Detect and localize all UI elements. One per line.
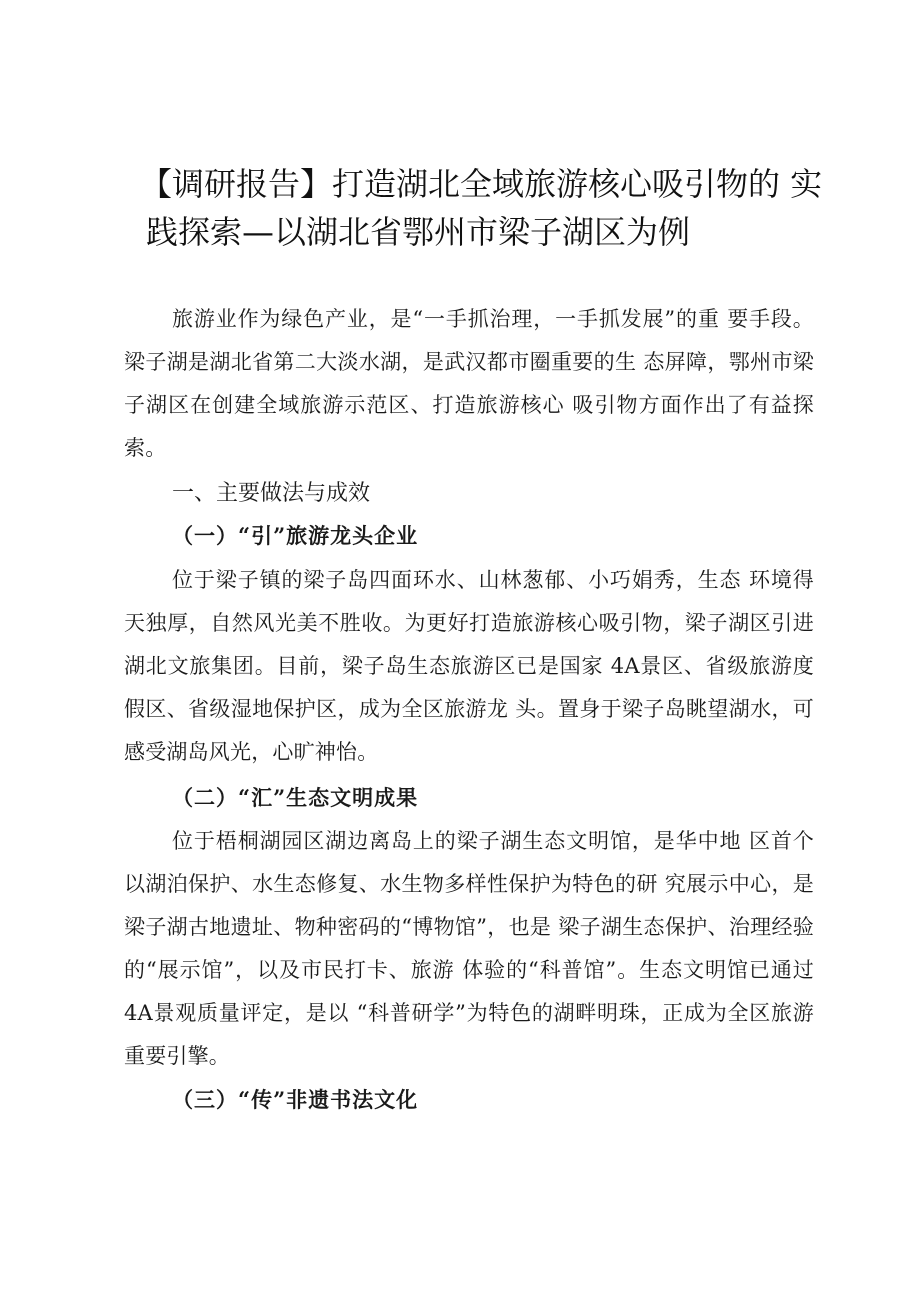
subsection-heading-2: （二）“汇”生态文明成果 [172,785,419,810]
subsection-heading-1: （一）“引”旅游龙头企业 [172,523,419,548]
subsection-2-paragraph: 位于梧桐湖园区湖边离岛上的梁子湖生态文明馆，是华中地 区首个以湖泊保护、水生态修复、水生物多样性保护为特色的研 究展示中心，是梁子湖古地遗址、物种密码的“博物馆”，也是 梁子湖生态保护、治理经验的“展示馆”，以及市民打卡、旅游 体验的“科普馆”。生态文明馆已通过4A景观质量评定，是以 “科普研学”为特色的湖畔明珠，正成为全区旅游重要引擎。 [124,829,814,1068]
title-line-2: 践探索—以湖北省鄂州市梁子湖区为例 [146,213,691,251]
subsection-1-paragraph: 位于梁子镇的梁子岛四面环水、山林葱郁、小巧娟秀，生态 环境得天独厚，自然风光美不胜收。为更好打造旅游核心吸引物，梁子湖区引进湖北文旅集团。目前，梁子岛生态旅游区已是国家 4A景区、省级旅游度假区、省级湿地保护区，成为全区旅游龙 头。置身于梁子岛眺望湖水，可感受湖岛风光，心旷神怡。 [124,568,814,764]
title-line-1: 【调研报告】打造湖北全域旅游核心吸引物的 实 [140,165,823,203]
document-title [140,160,830,256]
section-heading-main-practices: 一、主要做法与成效 [172,481,371,506]
intro-paragraph: 旅游业作为绿色产业，是“一手抓治理，一手抓发展”的重 要手段。梁子湖是湖北省第二大淡水湖，是武汉都市圈重要的生 态屏障，鄂州市梁子湖区在创建全域旅游示范区、打造旅游核心 吸引物方面作出了有益探索。 [124,307,814,460]
subsection-heading-3: （三）“传”非遗书法文化 [172,1087,419,1112]
